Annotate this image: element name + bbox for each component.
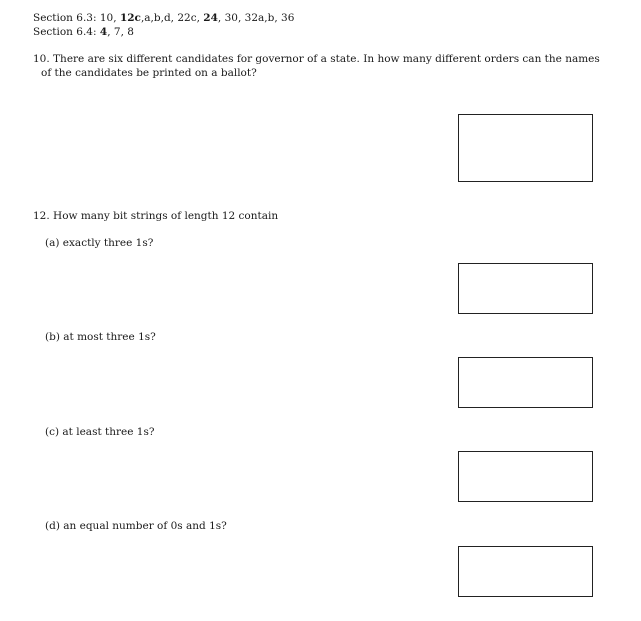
exercise-ref: 32a,b	[244, 12, 275, 24]
exercise-ref: 7	[113, 26, 121, 38]
part-text-a: exactly three 1s?	[62, 237, 154, 249]
part-label-b: (b)	[45, 331, 60, 343]
question-12b	[45, 330, 156, 344]
answer-box-q12d[interactable]	[458, 546, 593, 597]
exercise-ref-bold: 12c	[119, 12, 141, 24]
question-12-stem	[33, 209, 278, 223]
part-label-d: (d)	[45, 520, 60, 532]
exercise-ref-bold: 4	[99, 26, 108, 38]
question-10-text-2: of the candidates be printed on a ballot?	[41, 67, 257, 79]
part-text-c: at least three 1s?	[62, 426, 155, 438]
exercise-ref: ,a,b,d	[140, 12, 171, 24]
question-10-number: 10.	[33, 53, 50, 65]
section-6-3-line: Section 6.3: 10, 12c,a,b,d, 22c, 24, 30, 32a,b, 36	[33, 12, 295, 24]
question-10-line1	[33, 52, 600, 66]
answer-box-q12a[interactable]	[458, 263, 593, 314]
section-6-4-line: Section 6.4: 4, 7, 8	[33, 26, 134, 38]
part-text-d: an equal number of 0s and 1s?	[63, 520, 227, 532]
answer-box-q12b[interactable]	[458, 357, 593, 408]
question-12-number: 12.	[33, 210, 50, 222]
section-6-4-label: Section 6.4:	[33, 26, 97, 38]
question-12d	[45, 519, 227, 533]
part-label-a: (a)	[45, 237, 60, 249]
question-10-line2	[41, 66, 257, 80]
part-text-b: at most three 1s?	[63, 331, 156, 343]
question-12c	[45, 425, 154, 439]
exercise-ref: 30	[224, 12, 238, 24]
exercise-ref: 8	[127, 26, 134, 38]
answer-box-q12c[interactable]	[458, 451, 593, 502]
exercise-ref: 22c	[177, 12, 197, 24]
answer-box-q10[interactable]	[458, 114, 593, 182]
exercise-ref-bold: 24	[203, 12, 218, 24]
question-12a	[45, 236, 153, 250]
question-10-text-1: There are six different candidates for governor of a state. In how many different orders can the names	[53, 53, 600, 65]
question-12-text: How many bit strings of length 12 contain	[53, 210, 279, 222]
section-6-3-label: Section 6.3:	[33, 12, 97, 24]
exercise-ref: 10	[99, 12, 114, 24]
exercise-ref: 36	[281, 12, 295, 24]
part-label-c: (c)	[45, 426, 60, 438]
